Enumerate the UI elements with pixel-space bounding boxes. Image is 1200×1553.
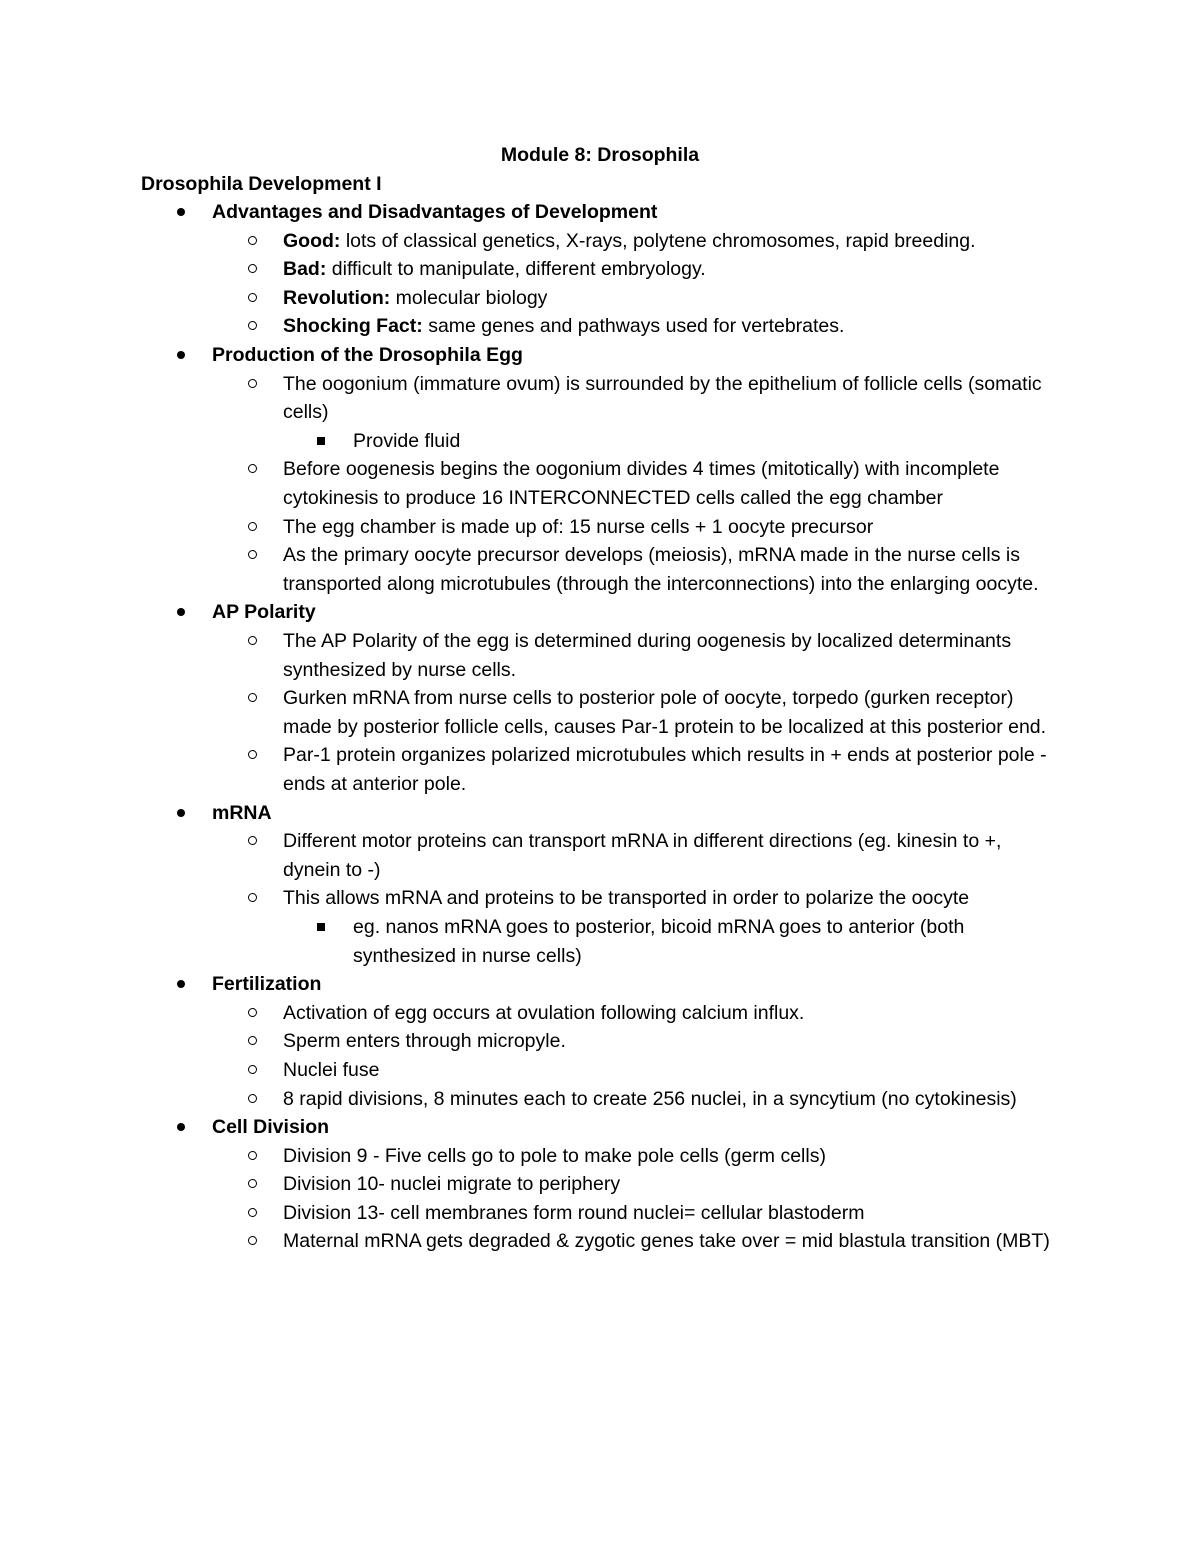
filled-bullet-icon [177,341,197,370]
topic-heading: Cell Division [141,1113,1061,1142]
list-item: Shocking Fact: same genes and pathways used for vertebrates. [141,312,1061,341]
list-item: Par-1 protein organizes polarized microtubules which results in + ends at posterior pole - ends at anterior pole. [141,741,1061,798]
hollow-bullet-icon [248,1142,268,1171]
filled-bullet-icon [177,598,197,627]
hollow-bullet-icon [248,513,268,542]
topic-heading: AP Polarity [141,598,1061,627]
list-item: Before oogenesis begins the oogonium divides 4 times (mitotically) with incomplete cytokinesis to produce 16 INTERCONNECTED cells called the egg chamber [141,455,1061,512]
list-item: Nuclei fuse [141,1056,1061,1085]
document-title: Module 8: Drosophila [500,144,700,166]
list-item: Good: lots of classical genetics, X-rays, polytene chromosomes, rapid breeding. [141,227,1061,256]
list-item: Division 9 - Five cells go to pole to make pole cells (germ cells) [141,1142,1061,1171]
hollow-bullet-icon [248,541,268,570]
filled-bullet-icon [177,1113,197,1142]
hollow-bullet-icon [248,1199,268,1228]
topic-heading: Fertilization [141,970,1061,999]
hollow-bullet-icon [248,1027,268,1056]
list-item: Division 10- nuclei migrate to periphery [141,1170,1061,1199]
list-item: Maternal mRNA gets degraded & zygotic genes take over = mid blastula transition (MBT) [141,1227,1061,1256]
hollow-bullet-icon [248,684,268,713]
hollow-bullet-icon [248,1085,268,1114]
list-item: Bad: difficult to manipulate, different embryology. [141,255,1061,284]
hollow-bullet-icon [248,1170,268,1199]
hollow-bullet-icon [248,827,268,856]
filled-bullet-icon [177,799,197,828]
list-item: 8 rapid divisions, 8 minutes each to create 256 nuclei, in a syncytium (no cytokinesis) [141,1085,1061,1114]
sub-list-item: Provide fluid [141,427,1061,456]
list-item: The egg chamber is made up of: 15 nurse cells + 1 oocyte precursor [141,513,1061,542]
hollow-bullet-icon [248,884,268,913]
filled-bullet-icon [177,970,197,999]
topic-heading: mRNA [141,799,1061,828]
hollow-bullet-icon [248,255,268,284]
filled-bullet-icon [177,198,197,227]
list-item: The AP Polarity of the egg is determined during oogenesis by localized determinants synthesized by nurse cells. [141,627,1061,684]
hollow-bullet-icon [248,312,268,341]
square-bullet-icon [317,913,337,942]
topic-heading: Advantages and Disadvantages of Development [141,198,1061,227]
hollow-bullet-icon [248,284,268,313]
topic-heading: Production of the Drosophila Egg [141,341,1061,370]
square-bullet-icon [317,427,337,456]
hollow-bullet-icon [248,1056,268,1085]
list-item: The oogonium (immature ovum) is surrounded by the epithelium of follicle cells (somatic cells) [141,370,1061,427]
hollow-bullet-icon [248,741,268,770]
hollow-bullet-icon [248,455,268,484]
hollow-bullet-icon [248,227,268,256]
hollow-bullet-icon [248,627,268,656]
list-item: Division 13- cell membranes form round nuclei= cellular blastoderm [141,1199,1061,1228]
hollow-bullet-icon [248,1227,268,1256]
hollow-bullet-icon [248,999,268,1028]
hollow-bullet-icon [248,370,268,399]
list-item: As the primary oocyte precursor develops (meiosis), mRNA made in the nurse cells is transported along microtubules (through the interconnections) into the enlarging oocyte. [141,541,1061,598]
list-item: Gurken mRNA from nurse cells to posterior pole of oocyte, torpedo (gurken receptor) made by posterior follicle cells, causes Par-1 protein to be localized at this posterior end. [141,684,1061,741]
sub-list-item: eg. nanos mRNA goes to posterior, bicoid mRNA goes to anterior (both synthesized in nurse cells) [141,913,1061,970]
list-item: Revolution: molecular biology [141,284,1061,313]
list-item: Sperm enters through micropyle. [141,1027,1061,1056]
document-body [141,170,1061,1257]
list-item: This allows mRNA and proteins to be transported in order to polarize the oocyte [141,884,1061,913]
section-heading: Drosophila Development I [141,172,382,195]
list-item: Activation of egg occurs at ovulation following calcium influx. [141,999,1061,1028]
list-item: Different motor proteins can transport mRNA in different directions (eg. kinesin to +, dynein to -) [141,827,1061,884]
